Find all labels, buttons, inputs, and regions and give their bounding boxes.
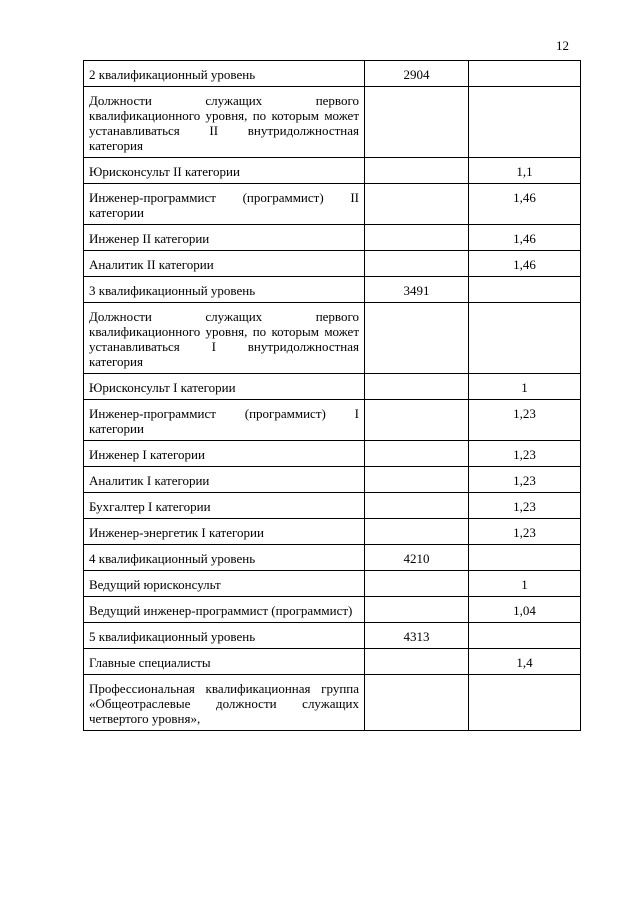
salary-value: 4210 — [365, 545, 469, 571]
position-name: Аналитик I категории — [84, 467, 365, 493]
coefficient-value: 1 — [469, 571, 581, 597]
position-name: Инженер-программист (программист) II категории — [84, 184, 365, 225]
position-name: Инженер-энергетик I категории — [84, 519, 365, 545]
position-name: Должности служащих первого квалификационного уровня, по которым может устанавливаться II внутридолжностная категория — [84, 87, 365, 158]
position-name: 5 квалификационный уровень — [84, 623, 365, 649]
salary-value — [365, 400, 469, 441]
coefficient-value: 1,23 — [469, 493, 581, 519]
position-name: Инженер-программист (программист) I категории — [84, 400, 365, 441]
position-name: Главные специалисты — [84, 649, 365, 675]
table-row — [84, 158, 581, 184]
salary-value — [365, 225, 469, 251]
salary-value — [365, 519, 469, 545]
coefficient-value: 1 — [469, 374, 581, 400]
position-name: Бухгалтер I категории — [84, 493, 365, 519]
table-row — [84, 649, 581, 675]
table-row — [84, 277, 581, 303]
table-row — [84, 623, 581, 649]
coefficient-value: 1,46 — [469, 225, 581, 251]
coefficient-value: 1,46 — [469, 184, 581, 225]
position-name: Аналитик II категории — [84, 251, 365, 277]
coefficient-value — [469, 61, 581, 87]
salary-value — [365, 303, 469, 374]
coefficient-value: 1,04 — [469, 597, 581, 623]
position-name: Юрисконсульт I категории — [84, 374, 365, 400]
table-row — [84, 374, 581, 400]
position-name: 2 квалификационный уровень — [84, 61, 365, 87]
table-row — [84, 441, 581, 467]
page-number: 12 — [556, 38, 569, 53]
table-row — [84, 61, 581, 87]
salary-value — [365, 675, 469, 731]
table-row — [84, 545, 581, 571]
salary-value — [365, 251, 469, 277]
coefficient-value — [469, 623, 581, 649]
position-name: Профессиональная квалификационная группа «Общеотраслевые должности служащих четвертого уровня», — [84, 675, 365, 731]
salary-value: 3491 — [365, 277, 469, 303]
qualification-table — [83, 60, 581, 731]
position-name: Ведущий инженер-программист (программист) — [84, 597, 365, 623]
position-name: Должности служащих первого квалификационного уровня, по которым может устанавливаться I внутридолжностная категория — [84, 303, 365, 374]
position-name: Юрисконсульт II категории — [84, 158, 365, 184]
coefficient-value: 1,4 — [469, 649, 581, 675]
coefficient-value — [469, 303, 581, 374]
salary-value — [365, 184, 469, 225]
table-row — [84, 571, 581, 597]
coefficient-value — [469, 545, 581, 571]
salary-value — [365, 441, 469, 467]
table-row — [84, 225, 581, 251]
coefficient-value — [469, 675, 581, 731]
salary-value — [365, 597, 469, 623]
table-row — [84, 87, 581, 158]
salary-value — [365, 493, 469, 519]
position-name: Ведущий юрисконсульт — [84, 571, 365, 597]
position-name: Инженер I категории — [84, 441, 365, 467]
table-row — [84, 303, 581, 374]
coefficient-value: 1,1 — [469, 158, 581, 184]
salary-value — [365, 158, 469, 184]
coefficient-value — [469, 87, 581, 158]
salary-value — [365, 571, 469, 597]
coefficient-value: 1,23 — [469, 400, 581, 441]
salary-value: 2904 — [365, 61, 469, 87]
salary-value — [365, 467, 469, 493]
salary-value — [365, 649, 469, 675]
table-row — [84, 184, 581, 225]
coefficient-value: 1,23 — [469, 519, 581, 545]
coefficient-value: 1,23 — [469, 441, 581, 467]
table-row — [84, 675, 581, 731]
coefficient-value: 1,23 — [469, 467, 581, 493]
table-row — [84, 467, 581, 493]
salary-value — [365, 374, 469, 400]
position-name: Инженер II категории — [84, 225, 365, 251]
coefficient-value: 1,46 — [469, 251, 581, 277]
table-row — [84, 493, 581, 519]
salary-value — [365, 87, 469, 158]
table-row — [84, 400, 581, 441]
position-name: 3 квалификационный уровень — [84, 277, 365, 303]
salary-value: 4313 — [365, 623, 469, 649]
table-row — [84, 597, 581, 623]
position-name: 4 квалификационный уровень — [84, 545, 365, 571]
coefficient-value — [469, 277, 581, 303]
table-row — [84, 251, 581, 277]
table-row — [84, 519, 581, 545]
